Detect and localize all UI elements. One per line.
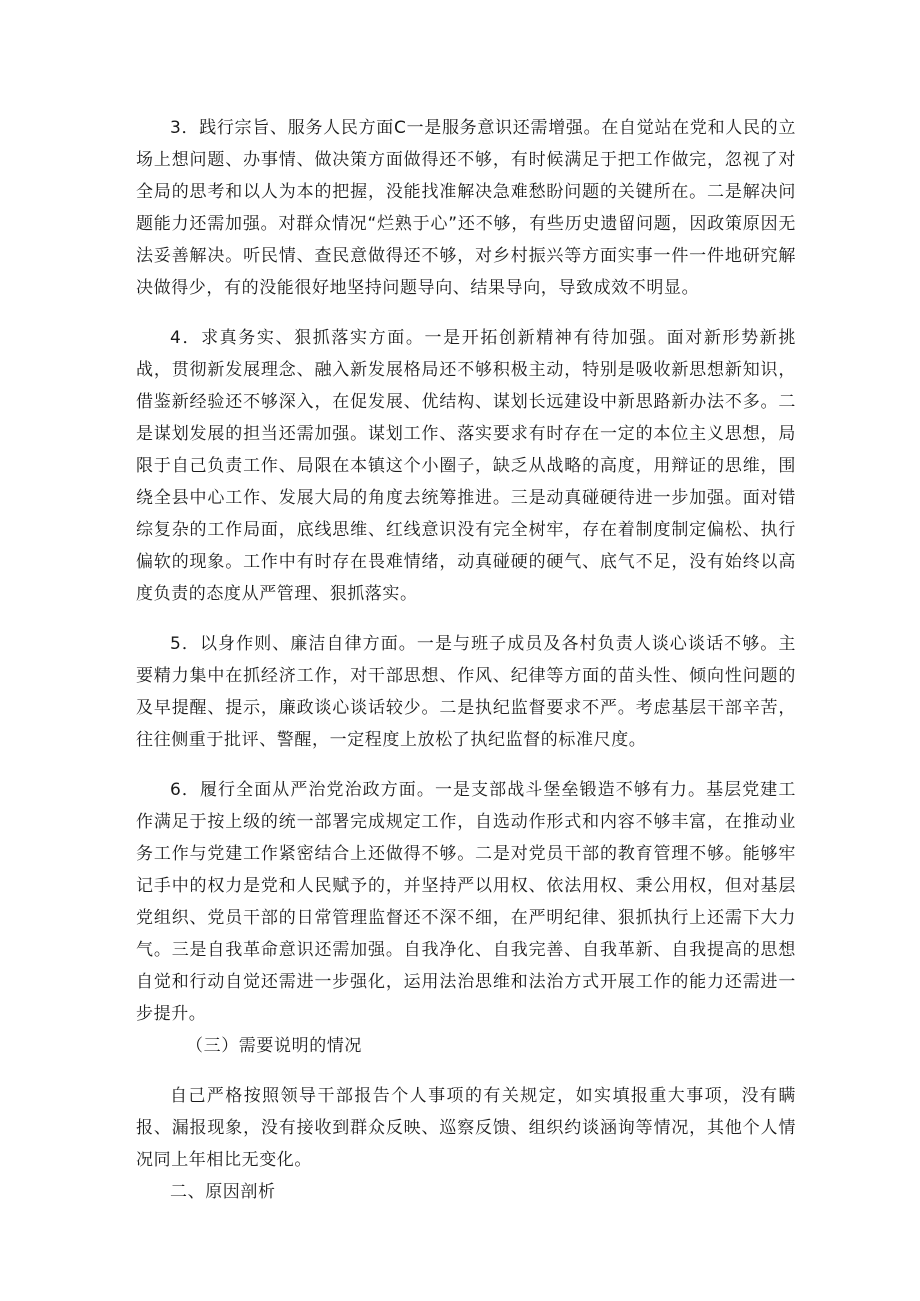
paragraph-party-governance: 6．履行全面从严治党治政方面。一是支部战斗堡垒锻造不够有力。基层党建工作满足于按上级的统一部署完成规定工作，自选动作形式和内容不够丰富，在推动业务工作与党建工作紧密结合上还做得不够。二是对党员干部的教育管理不够。能够牢记手中的权力是党和人民赋予的，并坚持严以用权、依法用权、秉公用权，但对基层党组织、党员干部的日常管理监督还不深不细，在严明纪律、狠抓执行上还需下大力气。三是自我革命意识还需加强。自我净化、自我完善、自我革新、自我提高的思想自觉和行动自觉还需进一步强化，运用法治思维和法治方式开展工作的能力还需进一步提升。	[136, 780, 796, 1024]
paragraph-self-discipline: 5．以身作则、廉洁自律方面。一是与班子成员及各村负责人谈心谈话不够。主要精力集中在抓经济工作，对干部思想、作风、纪律等方面的苗头性、倾向性问题的及早提醒、提示，廉政谈心谈话较少。二是执纪监督要求不严。考虑基层干部辛苦，往往侧重于批评、警醒，一定程度上放松了执纪监督的标准尺度。	[136, 634, 796, 750]
section-heading-cause-analysis: 二、原因剖析	[170, 1182, 276, 1202]
paragraph-seek-truth: 4．求真务实、狠抓落实方面。一是开拓创新精神有待加强。面对新形势新挑战，贯彻新发展理念、融入新发展格局还不够积极主动，特别是吸收新思想新知识，借鉴新经验还不够深入，在促发展、优结构、谋划长远建设中新思路新办法不多。二是谋划发展的担当还需加强。谋划工作、落实要求有时存在一定的本位主义思想，局限于自己负责工作、局限在本镇这个小圈子，缺乏从战略的高度，用辩证的思维，围绕全县中心工作、发展大局的角度去统筹推进。三是动真碰硬待进一步加强。面对错综复杂的工作局面，底线思维、红线意识没有完全树牢，存在着制度制定偏松、执行偏软的现象。工作中有时存在畏难情绪，动真碰硬的硬气、底气不足，没有始终以高度负责的态度从严管理、狠抓落实。	[136, 328, 796, 604]
paragraph-explanation: 自己严格按照领导干部报告个人事项的有关规定，如实填报重大事项，没有瞒报、漏报现象，没有接收到群众反映、巡察反馈、组织约谈涵询等情况，其他个人情况同上年相比无变化。	[136, 1086, 796, 1170]
sub-heading-explanation: （三）需要说明的情况	[186, 1036, 362, 1056]
document-body	[136, 112, 796, 1208]
paragraph-service-people: 3．践行宗旨、服务人民方面C一是服务意识还需增强。在自觉站在党和人民的立场上想问题、办事情、做决策方面做得还不够，有时候满足于把工作做完，忽视了对全局的思考和以人为本的把握，没能找准解决急难愁盼问题的关键所在。二是解决问题能力还需加强。对群众情况“烂熟于心”还不够，有些历史遗留问题，因政策原因无法妥善解决。听民情、查民意做得还不够，对乡村振兴等方面实事一件一件地研究解决做得少，有的没能很好地坚持问题导向、结果导向，导致成效不明显。	[136, 118, 796, 298]
